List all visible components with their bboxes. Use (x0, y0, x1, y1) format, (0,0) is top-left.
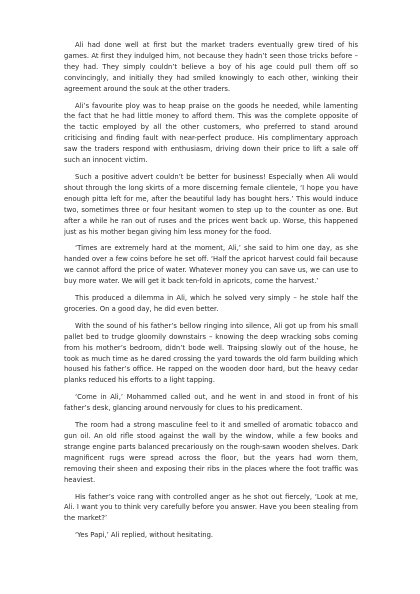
paragraph-3: Such a positive advert couldn’t be better for business! Especially when Ali would shout through the long skirts of a more discerning female clientele, ‘I hope you have enough pitta left for me, after the beautiful lady has bought hers.’ This would induce two, sometimes three or four hesitant women to step up to the counter as one. But after a while he ran out of ruses and the prices went back up. Worse, this happened just as his mother began giving him less money for the food. (64, 172, 358, 236)
paragraph-7: ‘Come in Ali,’ Mohammed called out, and he went in and stood in front of his father’s desk, glancing around nervously for clues to his predicament. (64, 393, 358, 413)
paragraph-8: The room had a strong masculine feel to it and smelled of aromatic tobacco and gun oil. An old rifle stood against the wall by the window, while a few books and strange engine parts balanced precariously on the rough-sawn wooden shelves. Dark magnificent rugs were spread across the floor, but the years had worn them, removing their sheen and exposing their ribs in the places where the foot traffic was heaviest. (64, 421, 358, 484)
paragraph-10: ‘Yes Papi,’ Ali replied, without hesitating. (75, 531, 214, 540)
paragraph-5: This produced a dilemma in Ali, which he solved very simply – he stole half the groceries. On a good day, he did even better. (64, 294, 358, 313)
paragraph-1: Ali had done well at first but the market traders eventually grew tired of his games. At first they indulged him, not because they hadn’t seen those tricks before – they had. They simply couldn’t believe a boy of his age could pull them off so convincingly, and initially they had smiled knowingly to each other, winking their agreement around the souk at the other traders. (64, 41, 358, 93)
paragraph-9: His father’s voice rang with controlled anger as he shot out fiercely, ‘Look at me, Ali. I want you to think very carefully before you answer. Have you been stealing from the market?’ (64, 492, 358, 523)
paragraph-4: ‘Times are extremely hard at the moment, Ali,’ she said to him one day, as she handed over a few coins before he set off. ‘Half the apricot harvest could fail because we cannot afford the price of water. Whatever money you can save us, we can use to buy more water. We will get it back ten-fold in apricots, come the harvest.’ (64, 244, 358, 286)
paragraph-2: Ali’s favourite ploy was to heap praise on the goods he needed, while lamenting the fact that he had little money to afford them. This was the complete opposite of the tactic employed by all the other customers, who preferred to stand around criticising and finding fault with near-perfect produce. His complimentary approach saw the traders respond with enthusiasm, driving down their price to lift a sale off such an innocent victim. (64, 101, 358, 165)
paragraph-6: With the sound of his father’s bellow ringing into silence, Ali got up from his small pallet bed to trudge gloomily downstairs – knowing the deep wracking sobs coming from his mother’s bedroom, didn’t bode well. Traipsing slowly out of the house, he took as much time as he dared crossing the yard towards the old farm building which housed his father’s office. He rapped on the wooden door hard, but the heavy cedar planks reduced his efforts to a light tapping. (64, 321, 358, 385)
